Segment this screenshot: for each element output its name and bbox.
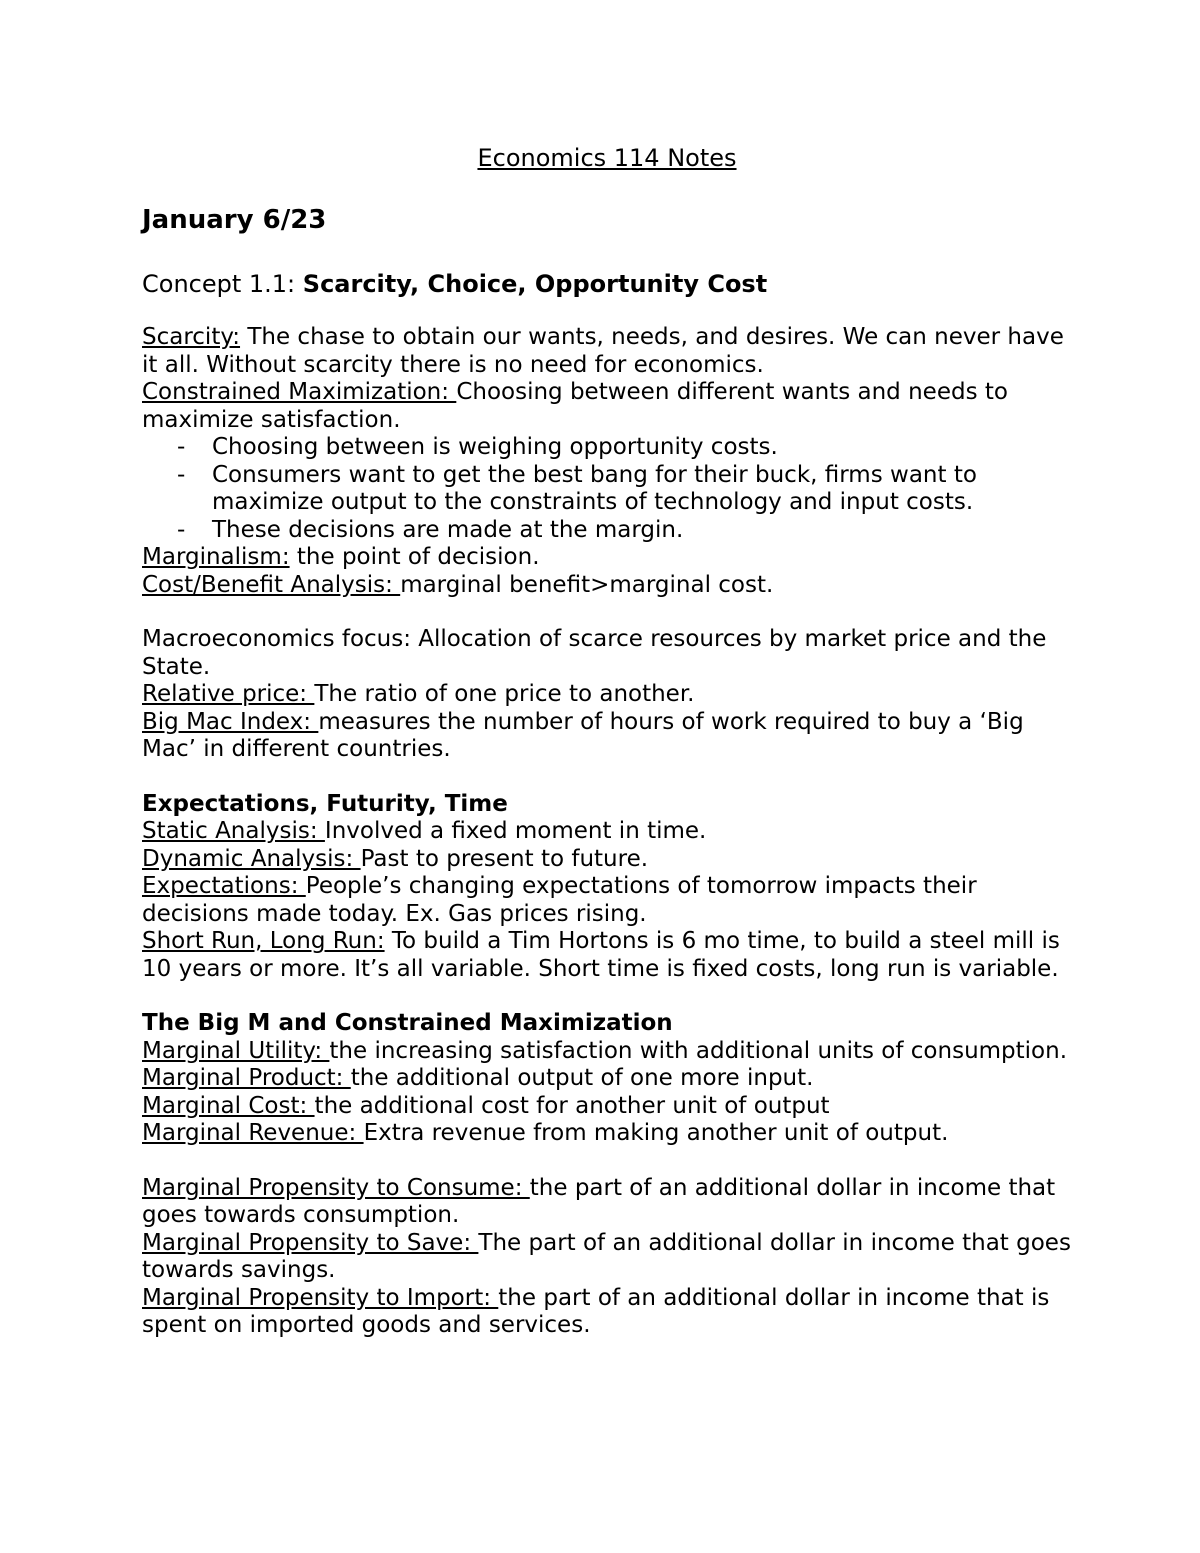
term-label: Dynamic Analysis: bbox=[142, 845, 361, 872]
definition-text: measures the number of hours of work required to buy a ‘Big Mac’ in different countries. bbox=[142, 708, 1024, 762]
term-label: Marginal Cost: bbox=[142, 1092, 315, 1119]
spacer bbox=[142, 764, 1072, 791]
definition-marginal-utility bbox=[142, 1038, 1072, 1066]
definition-mpm bbox=[142, 1285, 1072, 1340]
definition-mps bbox=[142, 1230, 1072, 1285]
definition-short-long-run bbox=[142, 928, 1072, 983]
definition-relative-price bbox=[142, 681, 1072, 709]
definition-text: The part of an additional dollar in income that goes towards savings. bbox=[142, 1229, 1071, 1283]
spacer bbox=[142, 1148, 1072, 1175]
list-item: - Choosing between is weighing opportunity costs. bbox=[212, 434, 1072, 462]
concept-heading bbox=[142, 266, 1072, 302]
definition-text: the part of an additional dollar in income that goes towards consumption. bbox=[142, 1174, 1056, 1228]
term-label: Static Analysis: bbox=[142, 818, 325, 844]
term-label: Marginalism: bbox=[142, 544, 290, 570]
definition-big-mac-index bbox=[142, 709, 1072, 764]
definition-scarcity bbox=[142, 324, 1072, 379]
definition-marginal-cost bbox=[142, 1093, 1072, 1121]
definition-text: marginal benefit>marginal cost. bbox=[400, 571, 774, 598]
definition-mpc bbox=[142, 1175, 1072, 1230]
definition-text: People’s changing expectations of tomorrow impacts their decisions made today. Ex. Gas prices rising. bbox=[142, 873, 977, 927]
macro-focus-paragraph: Macroeconomics focus: Allocation of scarce resources by market price and the State. bbox=[142, 626, 1047, 680]
definition-text: the point of decision. bbox=[289, 544, 540, 570]
definition-marginal-revenue bbox=[142, 1120, 1072, 1148]
term-label: Marginal Propensity to Consume: bbox=[142, 1174, 530, 1201]
section-heading-big-m: The Big M and Constrained Maximization bbox=[142, 1010, 673, 1036]
definition-constrained-maximization bbox=[142, 379, 1072, 434]
definition-text: the additional cost for another unit of output bbox=[314, 1092, 830, 1119]
term-label: Marginal Product: bbox=[142, 1065, 351, 1091]
definition-text: the additional output of one more input. bbox=[350, 1065, 814, 1091]
term-label: Marginal Propensity to Save: bbox=[142, 1229, 479, 1256]
spacer bbox=[142, 983, 1072, 1010]
definition-marginal-product bbox=[142, 1065, 1072, 1093]
term-label: Expectations: bbox=[142, 873, 306, 899]
definition-text: the increasing satisfaction with additional units of consumption. bbox=[329, 1037, 1068, 1064]
term-label: Marginal Revenue: bbox=[142, 1120, 364, 1146]
date-heading: January 6/23 bbox=[142, 205, 327, 235]
term-label: Marginal Utility: bbox=[142, 1037, 330, 1064]
definition-static-analysis bbox=[142, 818, 1072, 846]
definition-marginalism bbox=[142, 544, 1072, 572]
list-item: - Consumers want to get the best bang for their buck, firms want to maximize output to the constraints of technology and input costs. bbox=[212, 462, 1072, 517]
list-item: - These decisions are made at the margin. bbox=[212, 517, 1072, 545]
dash-list bbox=[142, 434, 1072, 544]
term-label: Relative price: bbox=[142, 681, 315, 707]
spacer bbox=[142, 599, 1072, 626]
term-label: Scarcity: bbox=[142, 324, 241, 350]
definition-text: The chase to obtain our wants, needs, and desires. We can never have it all. Without scarcity there is no need for economics. bbox=[142, 324, 1064, 378]
definition-text: Involved a fixed moment in time. bbox=[324, 818, 707, 844]
definition-text: the part of an additional dollar in income that is spent on imported goods and services. bbox=[142, 1284, 1050, 1338]
term-label: Big Mac Index: bbox=[142, 708, 319, 735]
definition-dynamic-analysis bbox=[142, 846, 1072, 874]
term-label: Cost/Benefit Analysis: bbox=[142, 571, 401, 598]
definition-text: Past to present to future. bbox=[360, 845, 649, 872]
term-label: Marginal Propensity to Import: bbox=[142, 1284, 499, 1311]
document-page bbox=[142, 140, 1072, 1340]
document-title: Economics 114 Notes bbox=[477, 144, 737, 172]
definition-text: Choosing between different wants and needs to maximize satisfaction. bbox=[142, 379, 1008, 433]
section-heading-expectations: Expectations, Futurity, Time bbox=[142, 790, 508, 817]
definition-cost-benefit bbox=[142, 572, 1072, 600]
definition-text: The ratio of one price to another. bbox=[314, 681, 695, 707]
term-label: Constrained Maximization: bbox=[142, 379, 457, 405]
term-label: Short Run, Long Run: bbox=[142, 928, 385, 954]
concept-prefix: Concept 1.1: bbox=[142, 270, 303, 298]
definition-text: To build a Tim Hortons is 6 mo time, to build a steel mill is 10 years or more. It’s all variable. Short time is fixed costs, long run is variable. bbox=[142, 928, 1060, 982]
concept-name: Scarcity, Choice, Opportunity Cost bbox=[302, 270, 768, 298]
definition-text: Extra revenue from making another unit of output. bbox=[363, 1120, 949, 1146]
definition-expectations bbox=[142, 873, 1072, 928]
